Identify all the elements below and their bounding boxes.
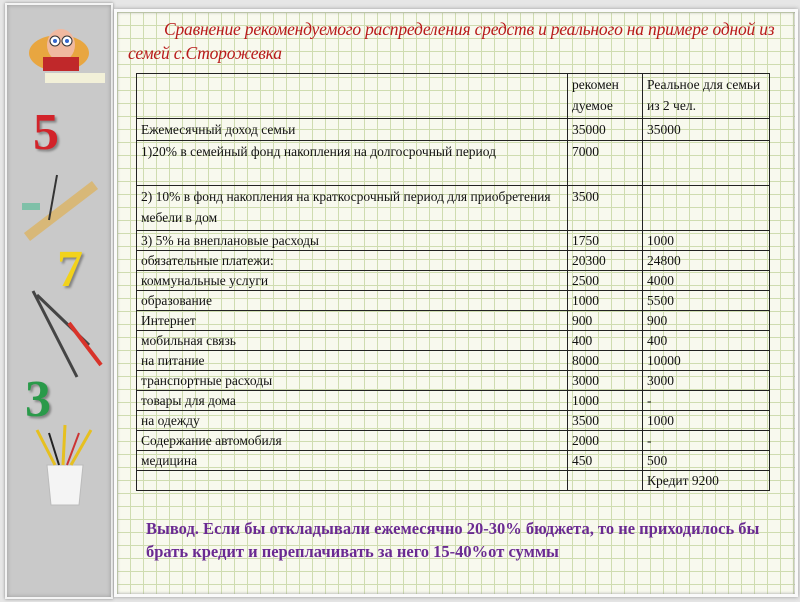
- real-cell: [643, 141, 770, 186]
- real-cell: 5500: [643, 291, 770, 311]
- item-cell: Содержание автомобиля: [137, 431, 568, 451]
- recommended-cell: 3000: [568, 371, 643, 391]
- real-cell: [643, 186, 770, 231]
- item-cell: 3) 5% на внеплановые расходы: [137, 231, 568, 251]
- real-cell: 500: [643, 451, 770, 471]
- slide-title: Сравнение рекомендуемого распределения средств и реального на примере одной из семей с.Сторожевка: [128, 19, 775, 63]
- item-cell: транспортные расходы: [137, 371, 568, 391]
- recommended-cell: 8000: [568, 351, 643, 371]
- header-cell: [137, 74, 568, 119]
- table-row: [137, 451, 770, 471]
- item-cell: коммунальные услуги: [137, 271, 568, 291]
- real-cell: 400: [643, 331, 770, 351]
- real-cell: -: [643, 431, 770, 451]
- item-cell: 2) 10% в фонд накопления на краткосрочный период для приобретения мебели в дом: [137, 186, 568, 231]
- pencil-cup-icon: [37, 425, 91, 505]
- recommended-cell: 900: [568, 311, 643, 331]
- table-row: [137, 411, 770, 431]
- table-row: [137, 351, 770, 371]
- real-cell: 3000: [643, 371, 770, 391]
- item-cell: на одежду: [137, 411, 568, 431]
- real-cell: 24800: [643, 251, 770, 271]
- recommended-cell: 400: [568, 331, 643, 351]
- owl-icon: [29, 29, 105, 83]
- table-row: [137, 251, 770, 271]
- item-cell: 1)20% в семейный фонд накопления на долгосрочный период: [137, 141, 568, 186]
- real-cell: Кредит 9200: [643, 471, 770, 491]
- item-cell: мобильная связь: [137, 331, 568, 351]
- item-cell: товары для дома: [137, 391, 568, 411]
- item-cell: образование: [137, 291, 568, 311]
- recommended-cell: 2500: [568, 271, 643, 291]
- recommended-cell: 35000: [568, 119, 643, 141]
- recommended-cell: 3500: [568, 186, 643, 231]
- conclusion-text: Вывод. Если бы откладывали ежемесячно 20-30% бюджета, то не приходилось бы брать кредит и переплачивать за него 15-40%от суммы: [146, 519, 760, 561]
- recommended-cell: 1750: [568, 231, 643, 251]
- recommended-cell: 1000: [568, 391, 643, 411]
- real-cell: 1000: [643, 411, 770, 431]
- table-row: [137, 431, 770, 451]
- table-row: [137, 186, 770, 231]
- item-cell: [137, 471, 568, 491]
- recommended-cell: 450: [568, 451, 643, 471]
- table-row: [137, 291, 770, 311]
- real-cell: 10000: [643, 351, 770, 371]
- item-cell: Интернет: [137, 311, 568, 331]
- real-cell: 4000: [643, 271, 770, 291]
- item-cell: медицина: [137, 451, 568, 471]
- recommended-cell: 2000: [568, 431, 643, 451]
- ruler-icon: [22, 175, 95, 237]
- decorative-sidebar: [5, 3, 113, 599]
- compass-icon: [33, 291, 101, 377]
- real-cell: 1000: [643, 231, 770, 251]
- table-row: [137, 311, 770, 331]
- sidebar-illustrations: [7, 5, 111, 597]
- item-cell: на питание: [137, 351, 568, 371]
- recommended-cell: 1000: [568, 291, 643, 311]
- header-cell-recommended: рекомен дуемое: [568, 74, 643, 119]
- item-cell: Ежемесячный доход семьи: [137, 119, 568, 141]
- recommended-cell: 3500: [568, 411, 643, 431]
- table-row: [137, 231, 770, 251]
- table-row: [137, 271, 770, 291]
- real-cell: 900: [643, 311, 770, 331]
- real-cell: -: [643, 391, 770, 411]
- digit-five: 5: [33, 104, 59, 161]
- real-cell: 35000: [643, 119, 770, 141]
- table-row: [137, 471, 770, 491]
- budget-comparison-table: [136, 73, 770, 491]
- table-row: [137, 141, 770, 186]
- item-cell: обязательные платежи:: [137, 251, 568, 271]
- table-row: [137, 371, 770, 391]
- table-row: [137, 119, 770, 141]
- recommended-cell: [568, 471, 643, 491]
- header-cell-real: Реальное для семьи из 2 чел.: [643, 74, 770, 119]
- table-header-row: [137, 74, 770, 119]
- recommended-cell: 7000: [568, 141, 643, 186]
- table-row: [137, 331, 770, 351]
- table-row: [137, 391, 770, 411]
- digit-seven: 7: [57, 241, 83, 298]
- digit-three: 3: [25, 371, 51, 428]
- recommended-cell: 20300: [568, 251, 643, 271]
